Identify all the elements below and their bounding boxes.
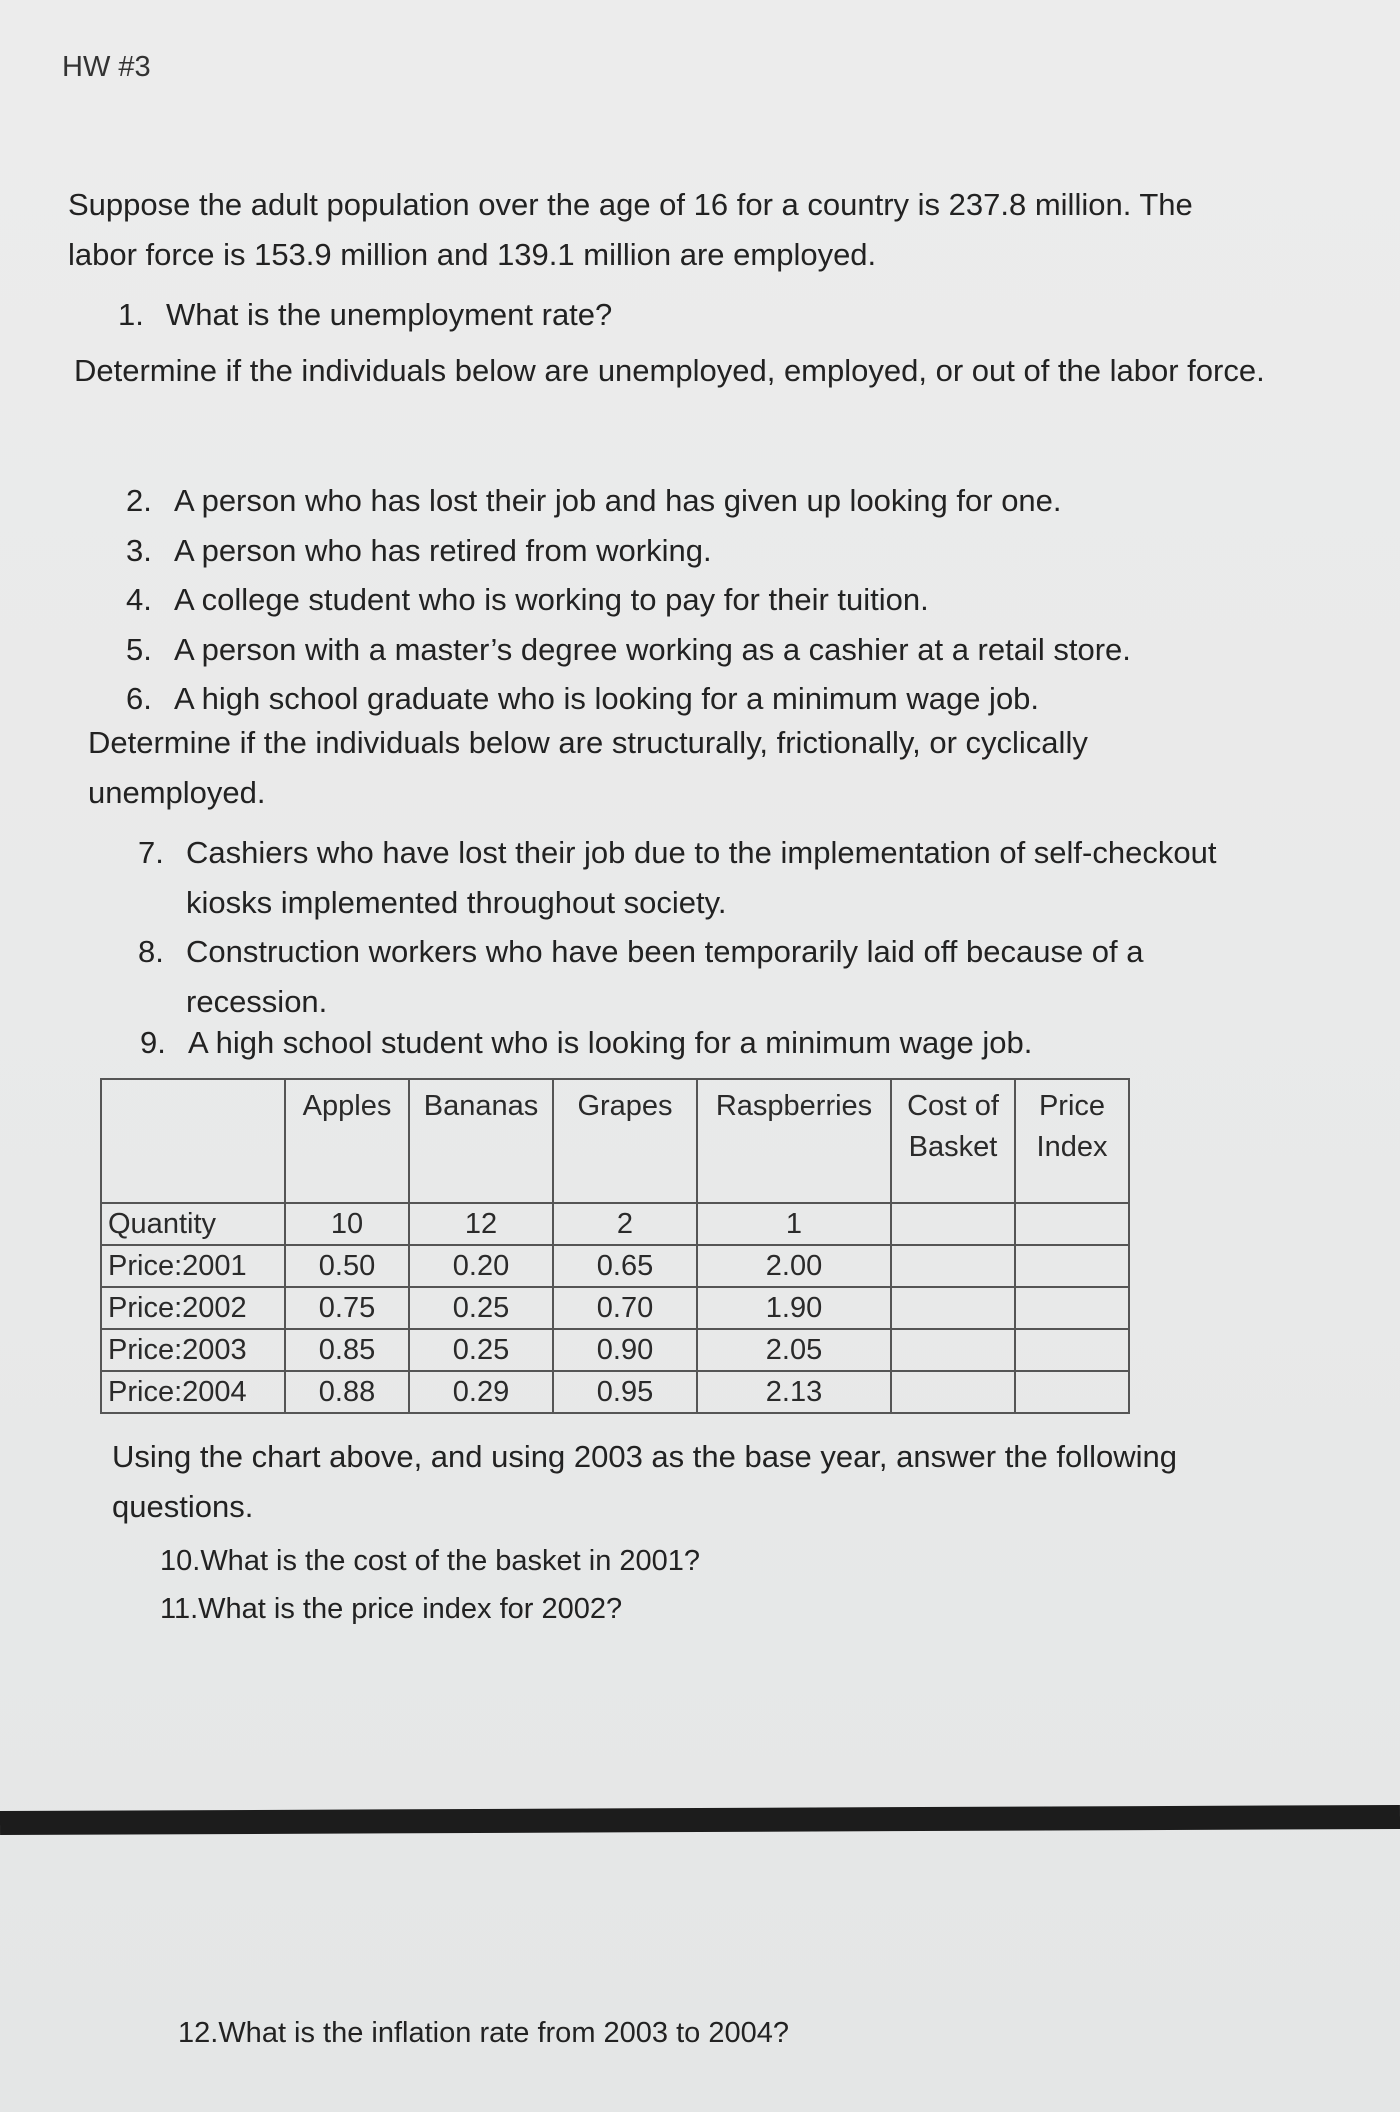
list-item (126, 526, 1131, 576)
table-row (101, 1371, 1129, 1413)
blank-index-cell (1015, 1329, 1129, 1371)
table-cell: 2.05 (697, 1329, 891, 1371)
blank-index-cell (1015, 1287, 1129, 1329)
question-text: A person who has retired from working. (174, 532, 712, 568)
blank-cost-cell (891, 1203, 1015, 1245)
question-11: 11.What is the price index for 2002? (160, 1593, 623, 1625)
row-label: Price:2003 (101, 1329, 285, 1371)
question-number: 1. (118, 297, 144, 332)
blank-index-cell (1015, 1203, 1129, 1245)
page-title: HW #3 (62, 51, 151, 83)
header-cell-grapes: Grapes (553, 1079, 697, 1203)
intro-paragraph: Suppose the adult population over the age of 16 for a country is 237.8 million. The labor force is 153.9 million and 139.1 million are employed. (68, 187, 1193, 272)
table-cell: 0.90 (553, 1329, 697, 1371)
table-cell: 12 (409, 1203, 553, 1245)
blank-cost-cell (891, 1245, 1015, 1287)
table-cell: 0.88 (285, 1371, 409, 1413)
table-cell: 1 (697, 1203, 891, 1245)
header-cell-apples: Apples (285, 1079, 409, 1203)
table-cell: 0.95 (553, 1371, 697, 1413)
table-row (101, 1245, 1129, 1287)
list-item (138, 828, 1218, 927)
header-cell-empty (101, 1079, 285, 1203)
table-cell: 0.20 (409, 1245, 553, 1287)
table-row (101, 1329, 1129, 1371)
row-label: Price:2002 (101, 1287, 285, 1329)
list-item (126, 625, 1131, 675)
table-cell: 0.29 (409, 1371, 553, 1413)
blank-cost-cell (891, 1287, 1015, 1329)
question-number: 7. (138, 835, 164, 870)
question-12: 12.What is the inflation rate from 2003 to 2004? (178, 2017, 789, 2049)
table-cell: 0.70 (553, 1287, 697, 1329)
table-cell: 2.00 (697, 1245, 891, 1287)
question-text: What is the unemployment rate? (166, 297, 613, 332)
list-item (126, 476, 1131, 526)
table-cell: 0.25 (409, 1287, 553, 1329)
header-cell-raspberries: Raspberries (697, 1079, 891, 1203)
question-text: A high school student who is looking for a minimum wage job. (188, 1025, 1033, 1060)
question-number: 9. (140, 1025, 166, 1060)
page-divider-bar (0, 1805, 1400, 1835)
question-text: A high school graduate who is looking for a minimum wage job. (174, 681, 1040, 717)
header-cell-price-index: Price Index (1015, 1079, 1129, 1203)
question-number: 8. (138, 934, 164, 970)
question-number: 3. (126, 532, 152, 568)
employment-question-list (126, 476, 1131, 724)
question-number: 6. (126, 681, 152, 717)
question-10: 10.What is the cost of the basket in 2001? (160, 1545, 701, 1577)
question-text: Cashiers who have lost their job due to the implementation of self-checkout kiosks implemented throughout society. (186, 835, 1217, 920)
blank-cost-cell (891, 1329, 1015, 1371)
section-instructions-unemployment-type: Determine if the individuals below are structurally, frictionally, or cyclically unemployed. (88, 725, 1088, 810)
question-text: Construction workers who have been temporarily laid off because of a recession. (186, 934, 1144, 1019)
table-header-row (101, 1079, 1129, 1203)
header-cell-cost-of-basket: Cost of Basket (891, 1079, 1015, 1203)
header-cell-bananas: Bananas (409, 1079, 553, 1203)
table-row (101, 1287, 1129, 1329)
question-number: 4. (126, 582, 152, 618)
row-label: Quantity (101, 1203, 285, 1245)
table-cell: 0.25 (409, 1329, 553, 1371)
question-text: A college student who is working to pay for their tuition. (174, 582, 929, 618)
blank-cost-cell (891, 1371, 1015, 1413)
question-text: A person with a master’s degree working as a cashier at a retail store. (174, 631, 1131, 667)
list-item (126, 674, 1131, 724)
row-label: Price:2004 (101, 1371, 285, 1413)
question-number: 2. (126, 483, 152, 518)
table-cell: 2.13 (697, 1371, 891, 1413)
question-1 (118, 290, 612, 340)
question-number: 5. (126, 631, 152, 667)
blank-index-cell (1015, 1371, 1129, 1413)
question-text: A person who has lost their job and has given up looking for one. (174, 483, 1062, 518)
question-9 (140, 1018, 1032, 1068)
table-cell: 0.50 (285, 1245, 409, 1287)
table-row (101, 1203, 1129, 1245)
section-instructions-employment: Determine if the individuals below are unemployed, employed, or out of the labor force. (74, 353, 1265, 388)
table-cell: 10 (285, 1203, 409, 1245)
unemployment-type-question-list (138, 828, 1218, 1026)
table-cell: 0.85 (285, 1329, 409, 1371)
table-cell: 0.75 (285, 1287, 409, 1329)
blank-index-cell (1015, 1245, 1129, 1287)
table-cell: 0.65 (553, 1245, 697, 1287)
table-cell: 1.90 (697, 1287, 891, 1329)
table-instructions: Using the chart above, and using 2003 as the base year, answer the following questions. (112, 1439, 1178, 1524)
table-cell: 2 (553, 1203, 697, 1245)
list-item (126, 575, 1131, 625)
basket-price-table (100, 1078, 1130, 1414)
row-label: Price:2001 (101, 1245, 285, 1287)
list-item (138, 927, 1218, 1026)
